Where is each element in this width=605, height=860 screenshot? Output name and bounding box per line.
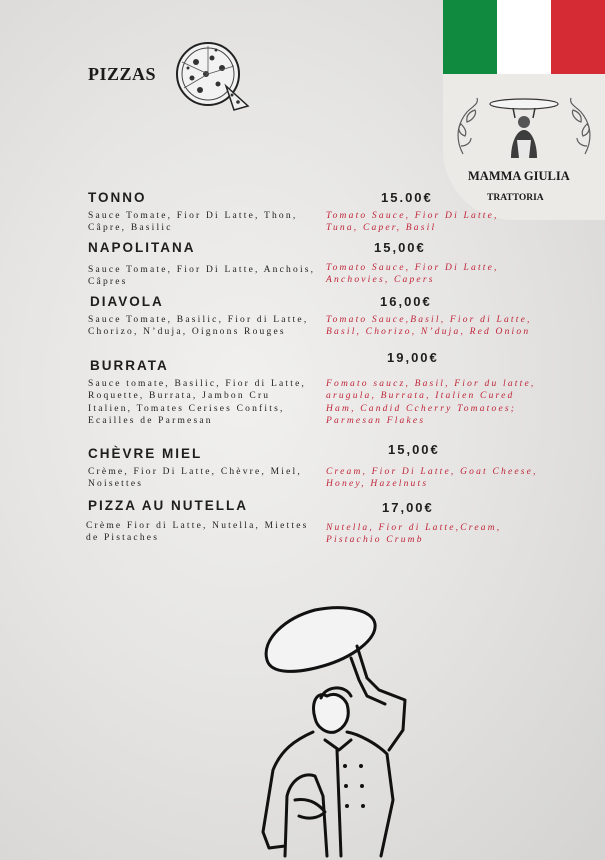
flag-red-stripe <box>551 0 605 74</box>
brand-subtitle: TRATTORIA <box>487 193 544 203</box>
menu-item-description-en: Cream, Fior Di Latte, Goat Cheese, Honey, Hazelnuts <box>326 467 538 490</box>
flag-white-stripe <box>497 0 551 74</box>
menu-item-price: 15,00€ <box>374 240 426 255</box>
menu-item-description-fr: Crème Fior di Latte, Nutella, Miettes de Pistaches <box>86 521 309 544</box>
menu-item-price: 19,00€ <box>387 350 439 365</box>
menu-item-name: CHÈVRE MIEL <box>88 446 203 461</box>
menu-item-description-fr: Sauce Tomate, Fior Di Latte, Anchois, Câpres <box>88 265 316 288</box>
menu-item-description-en: Fomato saucz, Basil, Fior du latte, arugula, Burrata, Italien Cured Ham, Candid Ccherry Tomatoes; Parmesan Flakes <box>326 379 536 427</box>
pizza-icon <box>172 40 252 112</box>
menu-item-name: TONNO <box>88 190 147 205</box>
menu-item-name: PIZZA AU NUTELLA <box>88 498 248 513</box>
menu-item-price: 16,00€ <box>380 294 432 309</box>
flag-green-stripe <box>443 0 497 74</box>
brand-name: MAMMA GIULIA <box>468 169 570 183</box>
menu-item-price: 15,00€ <box>388 442 440 457</box>
menu-item-name: BURRATA <box>90 358 169 373</box>
menu-item-description-fr: Crème, Fior Di Latte, Chèvre, Miel, Noisettes <box>88 467 302 490</box>
menu-item-description-fr: Sauce Tomate, Fior Di Latte, Thon, Câpre, Basilic <box>88 211 298 234</box>
menu-item-name: DIAVOLA <box>90 294 164 309</box>
menu-item-price: 15.00€ <box>381 190 433 205</box>
menu-item-price: 17,00€ <box>382 500 434 515</box>
menu-item-name: NAPOLITANA <box>88 240 196 255</box>
italian-flag <box>443 0 605 74</box>
page-title: PIZZAS <box>88 64 157 84</box>
chef-logo-icon <box>443 84 605 164</box>
menu-item-description-en: Tomato Sauce,Basil, Fior di Latte, Basil, Chorizo, N’duja, Red Onion <box>326 315 532 338</box>
menu-item-description-fr: Sauce tomate, Basilic, Fior di Latte, Roquette, Burrata, Jambon Cru Italien, Tomates Cerises Confits, Ecailles de Parmesan <box>88 379 307 427</box>
menu-item-description-en: Tomato Sauce, Fior Di Latte, Tuna, Caper, Basil <box>326 211 499 234</box>
menu-item-description-en: Nutella, Fior di Latte,Cream, Pistachio Crumb <box>326 523 502 546</box>
pizza-chef-illustration-icon <box>255 600 415 860</box>
menu-item-description-en: Tomato Sauce, Fior Di Latte, Anchovies, Capers <box>326 263 499 286</box>
menu-item-description-fr: Sauce Tomate, Basilic, Fior di Latte, Chorizo, N’duja, Oignons Rouges <box>88 315 309 338</box>
